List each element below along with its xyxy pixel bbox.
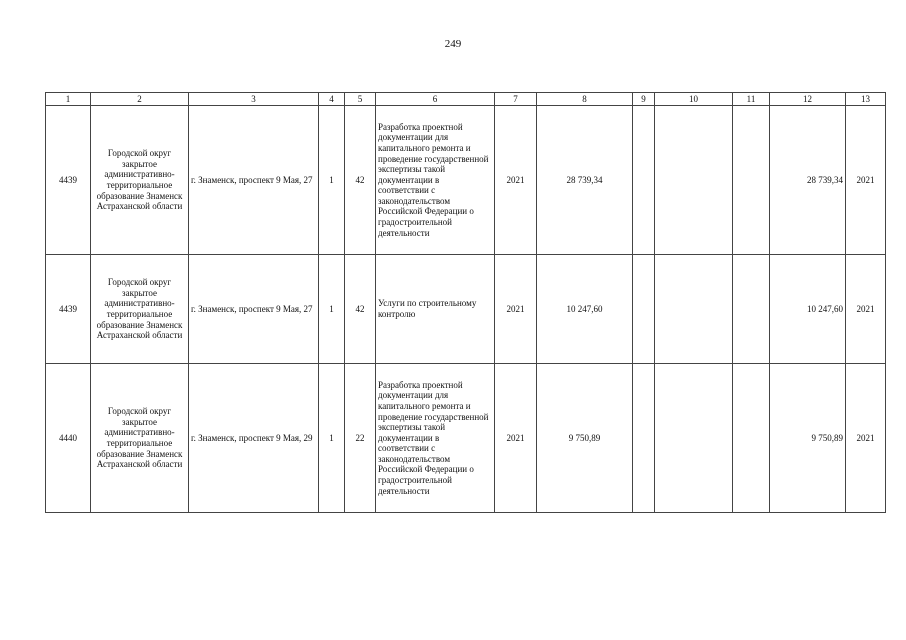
column-header: 9 — [633, 93, 655, 106]
record-number: 4439 — [46, 106, 91, 255]
column-header: 6 — [376, 93, 495, 106]
year-cell: 2021 — [495, 106, 537, 255]
cell-col11 — [733, 106, 770, 255]
cell-col10 — [655, 364, 733, 513]
column-header: 5 — [345, 93, 376, 106]
year-cell: 2021 — [846, 106, 886, 255]
column-header: 1 — [46, 93, 91, 106]
amount-cell: 10 247,60 — [770, 255, 846, 364]
amount-cell: 9 750,89 — [537, 364, 633, 513]
cell-col11 — [733, 255, 770, 364]
record-number: 4439 — [46, 255, 91, 364]
column-header: 2 — [91, 93, 189, 106]
table-row — [46, 364, 886, 513]
year-cell: 2021 — [846, 255, 886, 364]
year-cell: 2021 — [495, 364, 537, 513]
cell-col10 — [655, 106, 733, 255]
column-header: 8 — [537, 93, 633, 106]
cell-col5: 42 — [345, 255, 376, 364]
header-row — [46, 93, 886, 106]
amount-cell: 9 750,89 — [770, 364, 846, 513]
column-header: 13 — [846, 93, 886, 106]
work-description-cell: Разработка проектной документации для капитального ремонта и проведение государственной экспертизы такой документации в соответствии с законодательством Российской Федерации о градостроительной деятельности — [376, 106, 495, 255]
cell-col5: 22 — [345, 364, 376, 513]
column-header: 10 — [655, 93, 733, 106]
municipality-cell: Городской округ закрытое административно-территориальное образование Знаменск Астраханской области — [91, 106, 189, 255]
amount-cell: 28 739,34 — [537, 106, 633, 255]
amount-cell: 10 247,60 — [537, 255, 633, 364]
cell-col9 — [633, 106, 655, 255]
cell-col4: 1 — [319, 364, 345, 513]
cell-col4: 1 — [319, 106, 345, 255]
cell-col9 — [633, 255, 655, 364]
work-description-cell: Разработка проектной документации для капитального ремонта и проведение государственной экспертизы такой документации в соответствии с законодательством Российской Федерации о градостроительной деятельности — [376, 364, 495, 513]
column-header: 3 — [189, 93, 319, 106]
page-number: 249 — [444, 38, 462, 50]
column-header: 12 — [770, 93, 846, 106]
municipality-cell: Городской округ закрытое административно-территориальное образование Знаменск Астраханской области — [91, 364, 189, 513]
cell-col5: 42 — [345, 106, 376, 255]
amount-cell: 28 739,34 — [770, 106, 846, 255]
data-table — [45, 92, 886, 513]
table-row — [46, 255, 886, 364]
column-header: 4 — [319, 93, 345, 106]
address-cell: г. Знаменск, проспект 9 Мая, 27 — [189, 255, 319, 364]
cell-col10 — [655, 255, 733, 364]
table-row — [46, 106, 886, 255]
municipality-cell: Городской округ закрытое административно-территориальное образование Знаменск Астраханской области — [91, 255, 189, 364]
address-cell: г. Знаменск, проспект 9 Мая, 29 — [189, 364, 319, 513]
column-header: 11 — [733, 93, 770, 106]
work-description-cell: Услуги по строительному контролю — [376, 255, 495, 364]
column-header: 7 — [495, 93, 537, 106]
year-cell: 2021 — [495, 255, 537, 364]
year-cell: 2021 — [846, 364, 886, 513]
cell-col9 — [633, 364, 655, 513]
cell-col11 — [733, 364, 770, 513]
address-cell: г. Знаменск, проспект 9 Мая, 27 — [189, 106, 319, 255]
cell-col4: 1 — [319, 255, 345, 364]
record-number: 4440 — [46, 364, 91, 513]
